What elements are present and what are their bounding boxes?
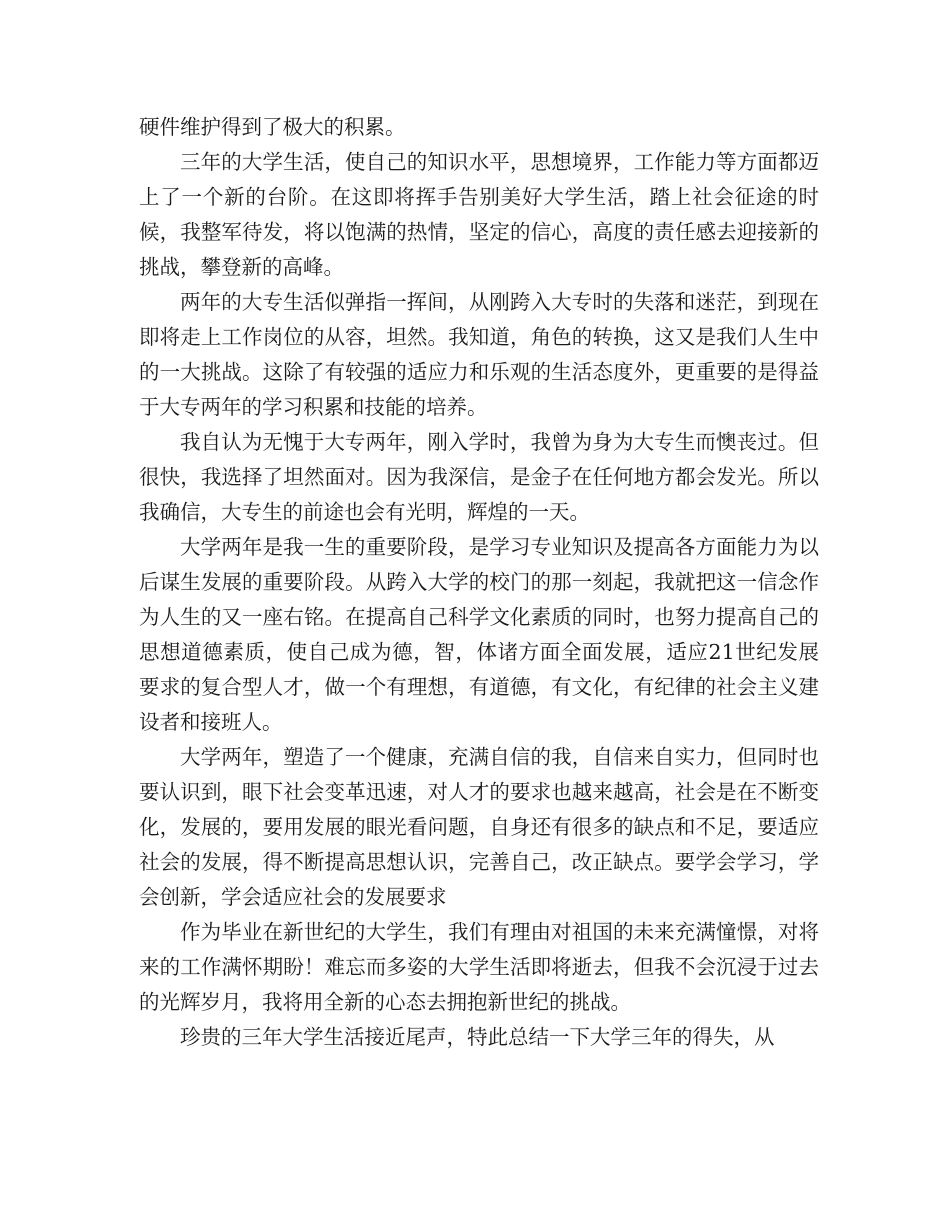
paragraph-7: 作为毕业在新世纪的大学生，我们有理由对祖国的未来充满憧憬，对将来的工作满怀期盼！难忘而多姿的大学生活即将逝去，但我不会沉浸于过去的光辉岁月，我将用全新的心态去拥抱新世纪的挑战。 (139, 920, 819, 1014)
document-page (139, 110, 819, 1055)
paragraph-8: 珍贵的三年大学生活接近尾声，特此总结一下大学三年的得失，从 (180, 1025, 775, 1049)
paragraph-2: 三年的大学生活，使自己的知识水平，思想境界，工作能力等方面都迈上了一个新的台阶。在这即将挥手告别美好大学生活，踏上社会征途的时候，我整军待发，将以饱满的热情，坚定的信心，高度的责任感去迎接新的挑战，攀登新的高峰。 (139, 150, 819, 279)
paragraph-1: 硬件维护得到了极大的积累。 (139, 115, 406, 139)
paragraph-4: 我自认为无愧于大专两年，刚入学时，我曾为身为大专生而懊丧过。但很快，我选择了坦然面对。因为我深信，是金子在任何地方都会发光。所以我确信，大专生的前途也会有光明，辉煌的一天。 (139, 430, 819, 524)
paragraph-6: 大学两年，塑造了一个健康，充满自信的我，自信来自实力，但同时也要认识到，眼下社会变革迅速，对人才的要求也越来越高，社会是在不断变化，发展的，要用发展的眼光看问题，自身还有很多的缺点和不足，要适应社会的发展，得不断提高思想认识，完善自己，改正缺点。要学会学习，学会创新，学会适应社会的发展要求 (139, 745, 819, 909)
paragraph-5: 大学两年是我一生的重要阶段，是学习专业知识及提高各方面能力为以后谋生发展的重要阶段。从跨入大学的校门的那一刻起，我就把这一信念作为人生的又一座右铭。在提高自己科学文化素质的同时，也努力提高自己的思想道德素质，使自己成为德，智，体诸方面全面发展，适应21世纪发展要求的复合型人才，做一个有理想，有道德，有文化，有纪律的社会主义建设者和接班人。 (139, 535, 819, 734)
paragraph-3: 两年的大专生活似弹指一挥间，从刚跨入大专时的失落和迷茫，到现在即将走上工作岗位的从容，坦然。我知道，角色的转换，这又是我们人生中的一大挑战。这除了有较强的适应力和乐观的生活态度外，更重要的是得益于大专两年的学习积累和技能的培养。 (139, 290, 819, 419)
